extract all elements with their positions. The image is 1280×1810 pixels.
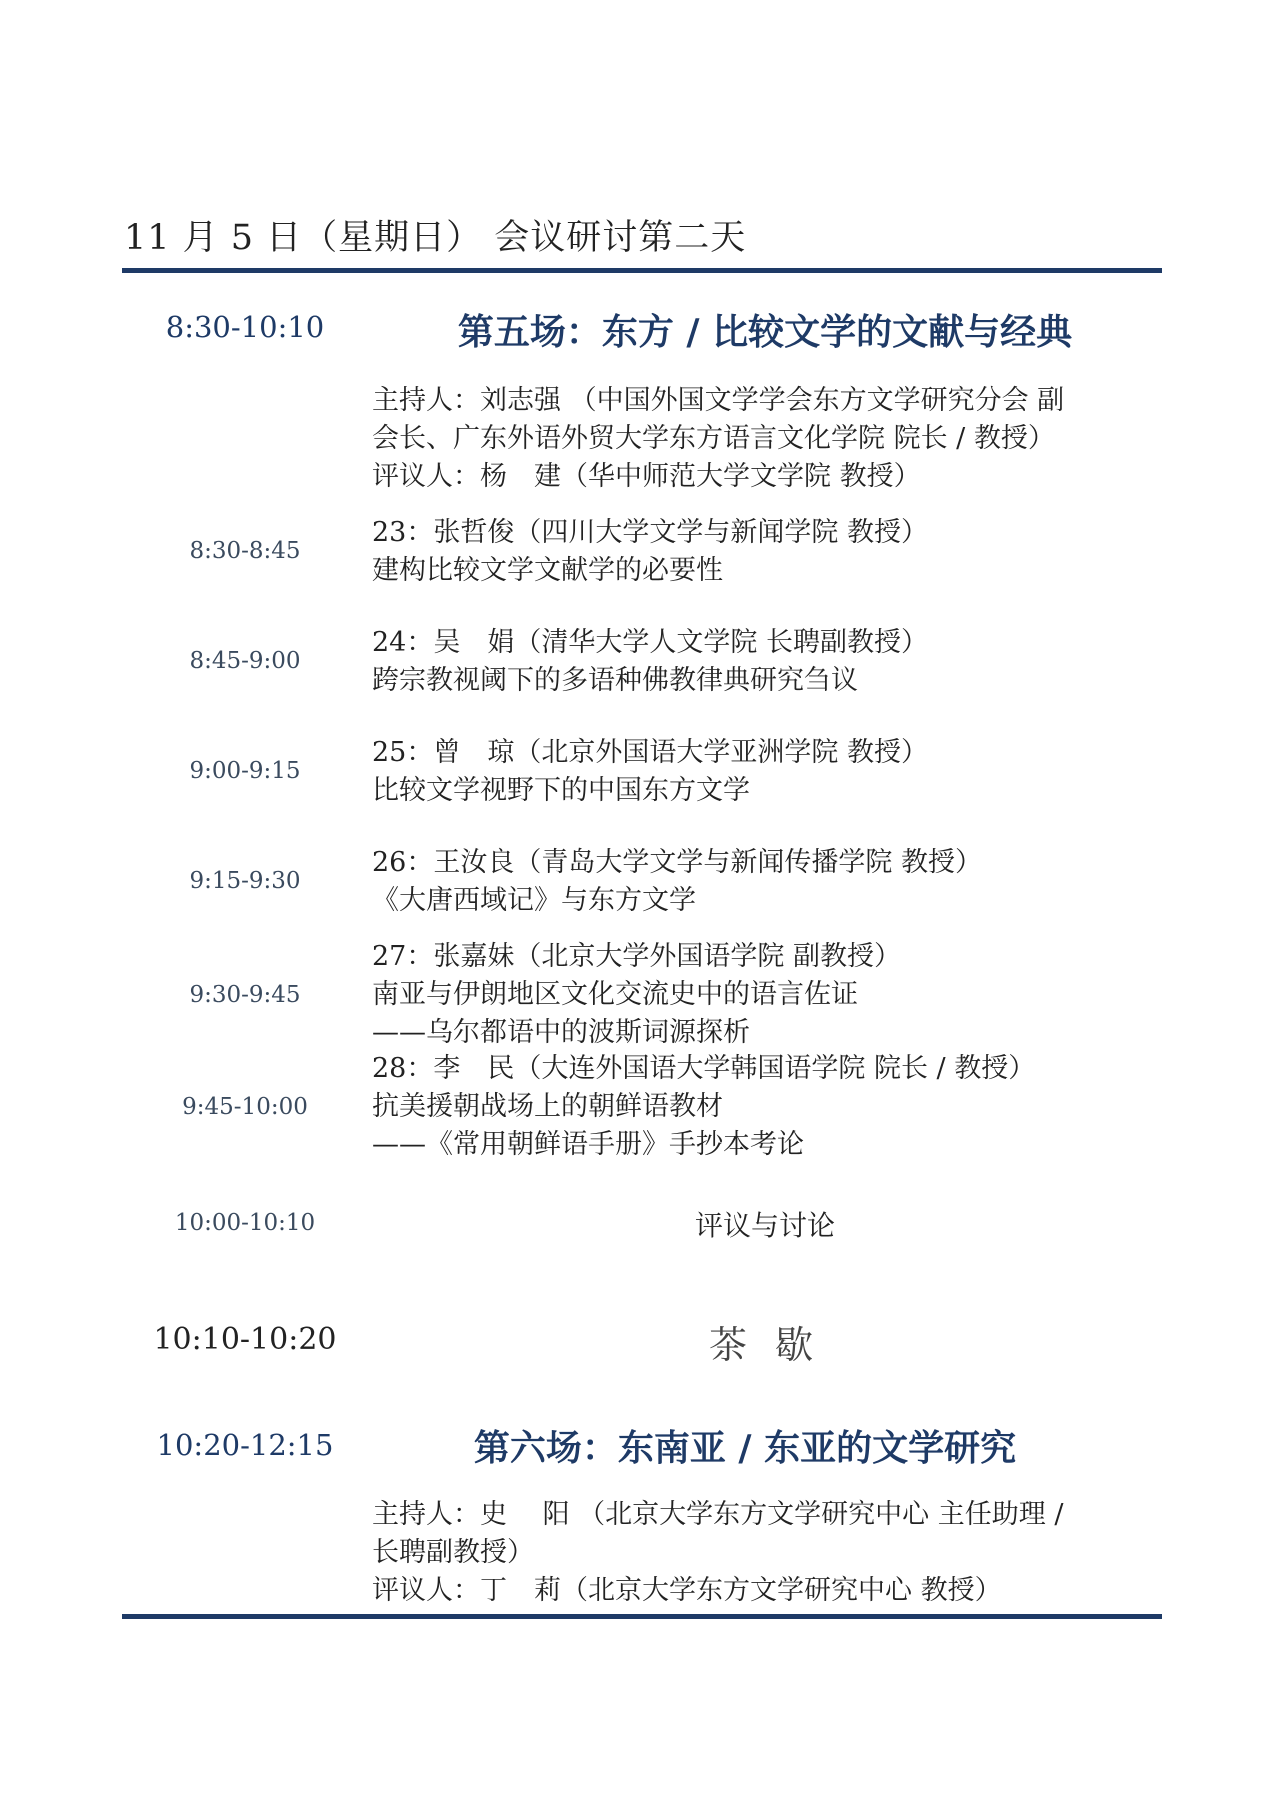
talk-title: 跨宗教视阈下的多语种佛教律典研究刍议 xyxy=(372,665,858,696)
session5-time: 8:30-10:10 xyxy=(165,310,325,344)
talk-body xyxy=(372,938,1172,1052)
session6-host-line2: 长聘副教授） xyxy=(372,1537,534,1568)
break-time: 10:10-10:20 xyxy=(153,1322,337,1357)
session6-people xyxy=(372,1496,1172,1610)
session5-host-line2: 会长、广东外语外贸大学东方语言文化学院 院长 / 教授） xyxy=(372,423,1055,454)
session6-reviewer: 评议人：丁 莉（北京大学东方文学研究中心 教授） xyxy=(372,1575,1002,1606)
talk-title: 比较文学视野下的中国东方文学 xyxy=(372,775,750,806)
talk-title: 建构比较文学文献学的必要性 xyxy=(372,555,723,586)
talk-speaker: 26：王汝良（青岛大学文学与新闻传播学院 教授） xyxy=(372,847,982,878)
talk-time: 8:30-8:45 xyxy=(189,538,301,564)
break-label: 茶 歇 xyxy=(708,1323,822,1367)
day-title: 11 月 5 日（星期日） 会议研讨第二天 xyxy=(124,218,747,258)
talk-time: 9:00-9:15 xyxy=(189,758,301,784)
talk-subtitle: ——乌尔都语中的波斯词源探析 xyxy=(372,1017,750,1048)
talk-subtitle: ——《常用朝鲜语手册》手抄本考论 xyxy=(372,1129,804,1160)
talk-time: 9:45-10:00 xyxy=(182,1094,308,1120)
talk-time: 9:15-9:30 xyxy=(189,868,301,894)
session5-host-line1: 主持人：刘志强 （中国外国文学学会东方文学研究分会 副 xyxy=(372,385,1065,416)
session5-title: 第五场：东方 / 比较文学的文献与经典 xyxy=(457,312,1073,353)
session5-reviewer: 评议人：杨 建（华中师范大学文学院 教授） xyxy=(372,461,921,492)
talk-body xyxy=(372,844,1172,920)
talk-time: 8:45-9:00 xyxy=(189,648,301,674)
talk-speaker: 28：李 民（大连外国语大学韩国语学院 院长 / 教授） xyxy=(372,1053,1036,1084)
talk-body xyxy=(372,624,1172,700)
talk-speaker: 23：张哲俊（四川大学文学与新闻学院 教授） xyxy=(372,517,928,548)
talk-body xyxy=(372,514,1172,590)
talk-body xyxy=(372,1050,1172,1164)
talk-speaker: 24：吴 娟（清华大学人文学院 长聘副教授） xyxy=(372,627,928,658)
session5-people xyxy=(372,382,1172,496)
talk-speaker: 27：张嘉妹（北京大学外国语学院 副教授） xyxy=(372,941,901,972)
top-divider xyxy=(122,268,1162,273)
session6-host-line1: 主持人：史 阳 （北京大学东方文学研究中心 主任助理 / xyxy=(372,1499,1064,1530)
discussion-time: 10:00-10:10 xyxy=(174,1210,316,1236)
talk-time: 9:30-9:45 xyxy=(189,982,301,1008)
talk-body xyxy=(372,734,1172,810)
talk-speaker: 25：曾 琼（北京外国语大学亚洲学院 教授） xyxy=(372,737,928,768)
talk-title: 南亚与伊朗地区文化交流史中的语言佐证 xyxy=(372,979,858,1010)
bottom-divider xyxy=(122,1614,1162,1619)
session6-time: 10:20-12:15 xyxy=(156,1428,334,1462)
talk-title: 《大唐西域记》与东方文学 xyxy=(372,885,696,916)
discussion-label: 评议与讨论 xyxy=(694,1209,835,1242)
talk-title: 抗美援朝战场上的朝鲜语教材 xyxy=(372,1091,723,1122)
session6-title: 第六场：东南亚 / 东亚的文学研究 xyxy=(473,1428,1017,1469)
